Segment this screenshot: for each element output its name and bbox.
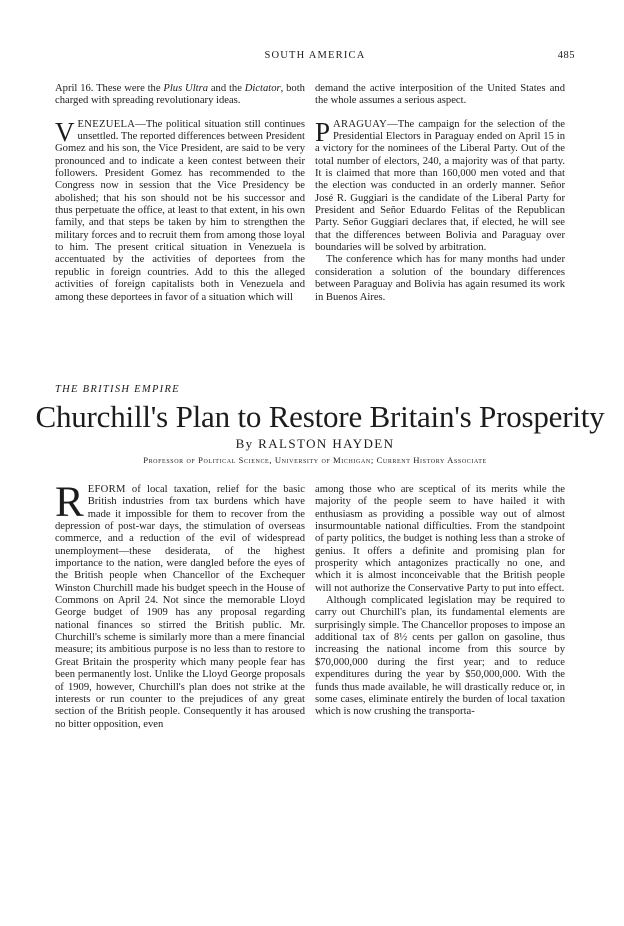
text-run: and the [208,83,245,94]
running-head-title: SOUTH AMERICA [264,50,366,61]
byline: By RALSTON HAYDEN [235,436,395,451]
drop-cap: P [315,116,331,147]
top-left-column [55,83,305,304]
bottom-right-column [315,484,565,719]
ship-name: Plus Ultra [163,83,209,94]
ship-name: Dictator [244,83,281,94]
paragraph-sceptics: among those who are sceptical of its merits while the majority of the people seem to have hailed it with enthusiasm as providing a possible way out of almost insurmountable national difficulties. From the standpoint of party politics, the budget is nothing less than a stroke of genius. It offers a definite and promising plan for prosperity which antagonizes practically no one, and which it is almost inconceivable that the British people will not authorize the Conservative Party to put into effect. [315,484,565,594]
paragraph-paraguay [315,116,565,255]
paragraph-text: —The political situation still continues unsettled. The reported differences between President Gomez and his son, the Vice President, are said to be very pronounced and to indicate a keen contest between their followers. President Gomez has recommended to the Congress now in session that the Vice Presidency be abolished; that his son should not be his successor and thus perpetuate the office, at least to that extent, in his own family, and that steps be taken by him to strengthen the military forces and to recruit them from among those loyal to him. The present critical situation in Venezuela is accentuated by the activities of deportees from the republic in foreign countries. Add to this the alleged activities of foreign capitalists both in Venezuela and among these deportees in favor of a situation which will [55,118,305,303]
page-number: 485 [557,50,575,61]
top-right-column [315,83,565,304]
drop-cap: R [55,479,84,526]
paragraph-text: —The campaign for the selection of the Presidential Electors in Paraguay ended on April 15 in a victory for the nominees of the Liberal Party. Out of the total number of electors, 240, a majority was of that party. It is claimed that more than 160,000 men voted and that the election was conducted in an orderly manner. Señor José R. Guggiari is the candidate of the Liberal Party for President and Señor Eduardo Felitas of the Republican Party. Señor Guggiari declares that, if elected, he will see that the differences between Bolivia and Paraguay over boundaries will be solved by arbitration. [315,118,565,254]
section-label: THE BRITISH EMPIRE [55,384,180,395]
bottom-left-column [55,479,305,731]
paragraph-reform [55,479,305,731]
paragraph-continuation: demand the active interposition of the United States and the whole assumes a serious aspect. [315,83,565,107]
paragraph-text: of local taxation, relief for the basic British industries from tax burdens which have made it impossible for them to recover from the depression of post-war days, the stimulation of overseas commerce, and a reduction of the evil of widespread unemployment—these desiderata, of the highest importance to the nation, were dangled before the eyes of the British people when Chancellor of the Exchequer Winston Churchill made his budget speech in the House of Commons on April 24. Not since the memorable Lloyd George budget of 1909 has any proposal regarding national finances so stirred the British public. Mr. Churchill's scheme is similarly more than a mere financial measure; its ambitious purpose is no less than to restore to Great Britain the prosperity which many people fear has been permanently lost. Unlike the Lloyd George proposals of 1909, however, Churchill's plan does not strike at the interests or run counter to the prejudices of any great section of the British people. Consequently it has aroused no bitter opposition, even [55,484,305,730]
author-affiliation: Professor of Political Science, University of Michigan; Current History Associate [143,455,487,465]
paragraph-ships [55,83,305,108]
text-run: , both charged with spreading revolutionary ideas. [55,83,305,107]
lead-word: ENEZUELA [77,118,136,130]
paragraph-conference: The conference which has for many months had under consideration a solution of the boundary differences between Paraguay and Bolivia has again resumed its work in Buenos Aires. [315,254,565,303]
paragraph-plan-elements: Although complicated legislation may be required to carry out Churchill's plan, its fundamental elements are surprisingly simple. The Chancellor proposes to impose an additional tax of 8½ cents per gallon on gasoline, thus increasing the national income from this source by $70,000,000 during the first year; and to reduce expenditures during the year by $50,000,000. With the funds thus made available, he will drastically reduce or, in some cases, eliminate entirely the burden of local taxation which is now crushing the transporta- [315,595,565,718]
running-head [55,50,575,66]
lead-word: ARAGUAY [333,118,388,130]
drop-cap: V [55,116,75,147]
paragraph-venezuela [55,116,305,304]
text-run: April 16. These were the [55,83,164,94]
article-headline: Churchill's Plan to Restore Britain's Prosperity [35,399,605,434]
lead-word: EFORM [87,484,126,495]
